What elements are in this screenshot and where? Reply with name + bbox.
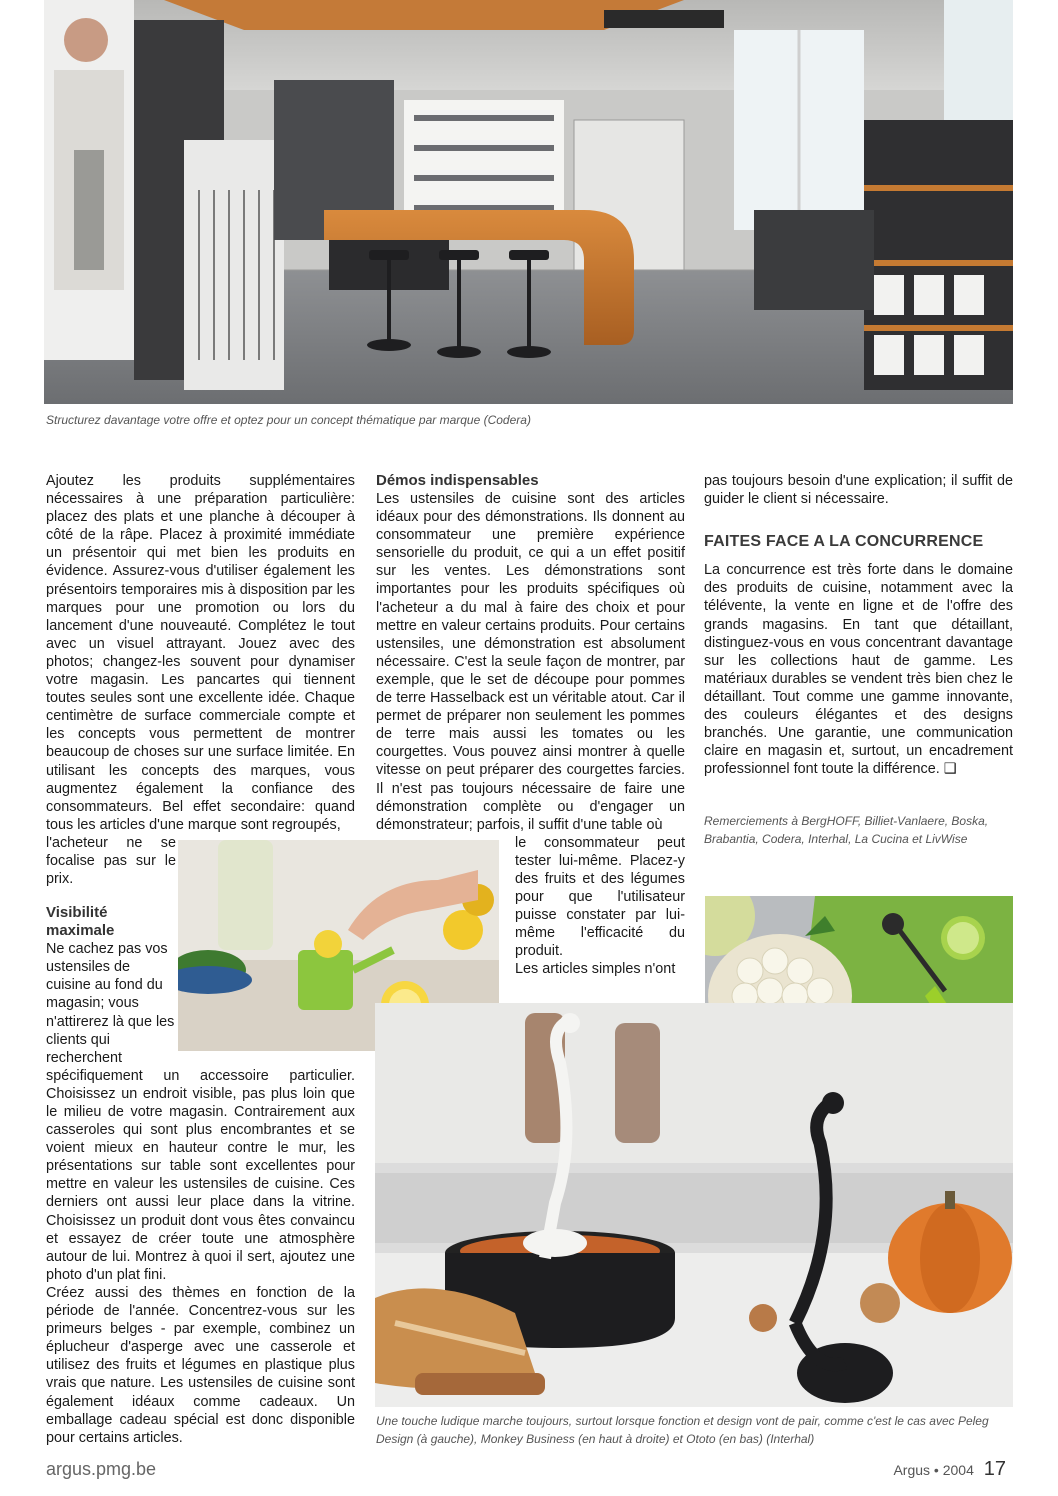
website-link[interactable]: argus.pmg.be	[46, 1459, 157, 1479]
bottom-photo-caption: Une touche ludique marche toujours, surtout lorsque fonction et design vont de pair, comme c'est le cas avec Peleg Design (à gauche), Monkey Business (en haut à droite) et Ototo (en bas) (Interhal)	[376, 1414, 989, 1446]
col1-paragraph-1-wrap: l'acheteur ne se focalise pas sur le prix.	[46, 834, 176, 888]
col3-paragraph-1: pas toujours besoin d'une explication; il suffit de guider le client si nécessaire.	[704, 473, 1013, 508]
column-2	[376, 472, 685, 979]
col3-paragraph-2-text: La concurrence est très forte dans le domaine des produits de cuisine, notamment avec la télévente, la vente en ligne et de l'offre des grands magasins. En tant que détaillant, distinguez-vous en vous concentrant davantage sur les collections haut de gamme. Les matériaux durables se vendent très bien chez le détaillant. Tout comme une gamme innovante, des couleurs élégantes et des designs branchés. Une garantie, une communication claire en magasin et, surtout, un encadrement professionnel font toute la différence.	[704, 562, 1013, 778]
section-heading-concurrence: FAITES FACE A LA CONCURRENCE	[704, 533, 984, 551]
swan-ladle-illustration	[375, 1003, 1013, 1407]
col2-paragraph-2-wrap: Les articles simples n'ont	[515, 961, 676, 978]
section-heading-visibilite: Visibilité maximale	[46, 904, 115, 940]
page-footer	[893, 1458, 1006, 1481]
col3-paragraph-2	[704, 561, 1013, 778]
swan-ladle-photo	[375, 1003, 1013, 1407]
section-heading-demos: Démos indispensables	[376, 472, 539, 489]
col2-paragraph-1-wrap: le consommateur peut tester lui-même. Placez-y des fruits et des légumes pour que l'utilisateur puisse constater par lui-même l'efficacité du produit.	[515, 834, 685, 960]
column-3	[704, 472, 1013, 848]
top-photo-caption: Structurez davantage votre offre et optez pour un concept thématique par marque (Codera)	[46, 413, 531, 427]
issue-label: Argus • 2004	[893, 1462, 974, 1478]
page-number: 17	[983, 1458, 1006, 1480]
end-mark: ❑	[943, 761, 957, 778]
col2-paragraph-1: Les ustensiles de cuisine sont des articles idéaux pour des démonstrations. Ils donnent au consommateur une première expérience sensorielle du produit, ce qui a un effet positif sur les ventes. Les démonstrations sont importantes pour les produits spécifiques où l'acheteur a du mal à faire des choix et pour mettre en valeur certains produits. Pour certains ustensiles, une démonstration est absolument nécessaire. C'est la seule façon de montrer, par exemple, que le set de découpe pour pommes de terre Hasselback est un véritable atout. Car il permet de préparer non seulement les pommes de terre mais aussi les tomates ou les courgettes. Vous pouvez ainsi montrer à quelle vitesse on peut préparer des courgettes farcies. Il n'est pas toujours nécessaire de faire une démonstration complète ou d'engager un démonstrateur; parfois, il suffit d'une table où	[376, 491, 685, 833]
col1-paragraph-2: spécifiquement un accessoire particulier. Choisissez un endroit visible, pas plus loin que le milieu de votre magasin. Contrairement aux casseroles qui sont plus encombrantes et se voient mieux en hauteur contre le mur, les présentations sur table sont excellentes pour mettre en valeur les ustensiles de cuisine. Ces derniers ont aussi leur place dans la vitrine. Choisissez un produit dont vous êtes convaincu et essayez de créer toute une atmosphère autour de lui. Montrez à quoi il sert, ajoutez une photo d'un plat fini.	[46, 1067, 355, 1283]
col1-paragraph-1: Ajoutez les produits supplémentaires nécessaires à une préparation particulière: placez des plats et une planche à découper à côté de la râpe. Placez à proximité immédiate un présentoir qui met bien les produits en évidence. Assurez-vous d'utiliser également les présentoirs temporaires mis à disposition par les marques pour une promotion ou lors du lancement d'une nouveauté. Complétez le tout avec un visuel attrayant. Jouez avec des photos; changez-les souvent pour dynamiser votre magasin. Les pancartes qui tiennent toutes seules sont une excellente idée. Chaque centimètre de surface commerciale compte et les concepts vous permettent de montrer beaucoup de choses sur une surface limitée. En utilisant les concepts des marques, vous augmentez également la confiance des consommateurs. Bel effet secondaire: quand tous les articles d'une marque sont regroupés,	[46, 473, 355, 833]
store-photo-illustration	[44, 0, 1013, 404]
store-photo	[44, 0, 1013, 404]
acknowledgements: Remerciements à BergHOFF, Billiet-Vanlaere, Boska, Brabantia, Codera, Interhal, La Cucina et LivWise	[704, 814, 989, 847]
col1-paragraph-3: Créez aussi des thèmes en fonction de la période de l'année. Concentrez-vous sur les primeurs belges - par exemple, combinez un éplucheur d'asperge avec une casserole et utilisez des fruits et légumes en plastique plus vrais que nature. Les ustensiles de cuisine sont également idéaux comme cadeaux. Un emballage cadeau spécial est donc disponible pour certains articles.	[46, 1284, 355, 1446]
col1-paragraph-2-wrap: Ne cachez pas vos ustensiles de cuisine au fond du magasin; vous n'attirerez là que les clients qui recherchent	[46, 941, 175, 1066]
